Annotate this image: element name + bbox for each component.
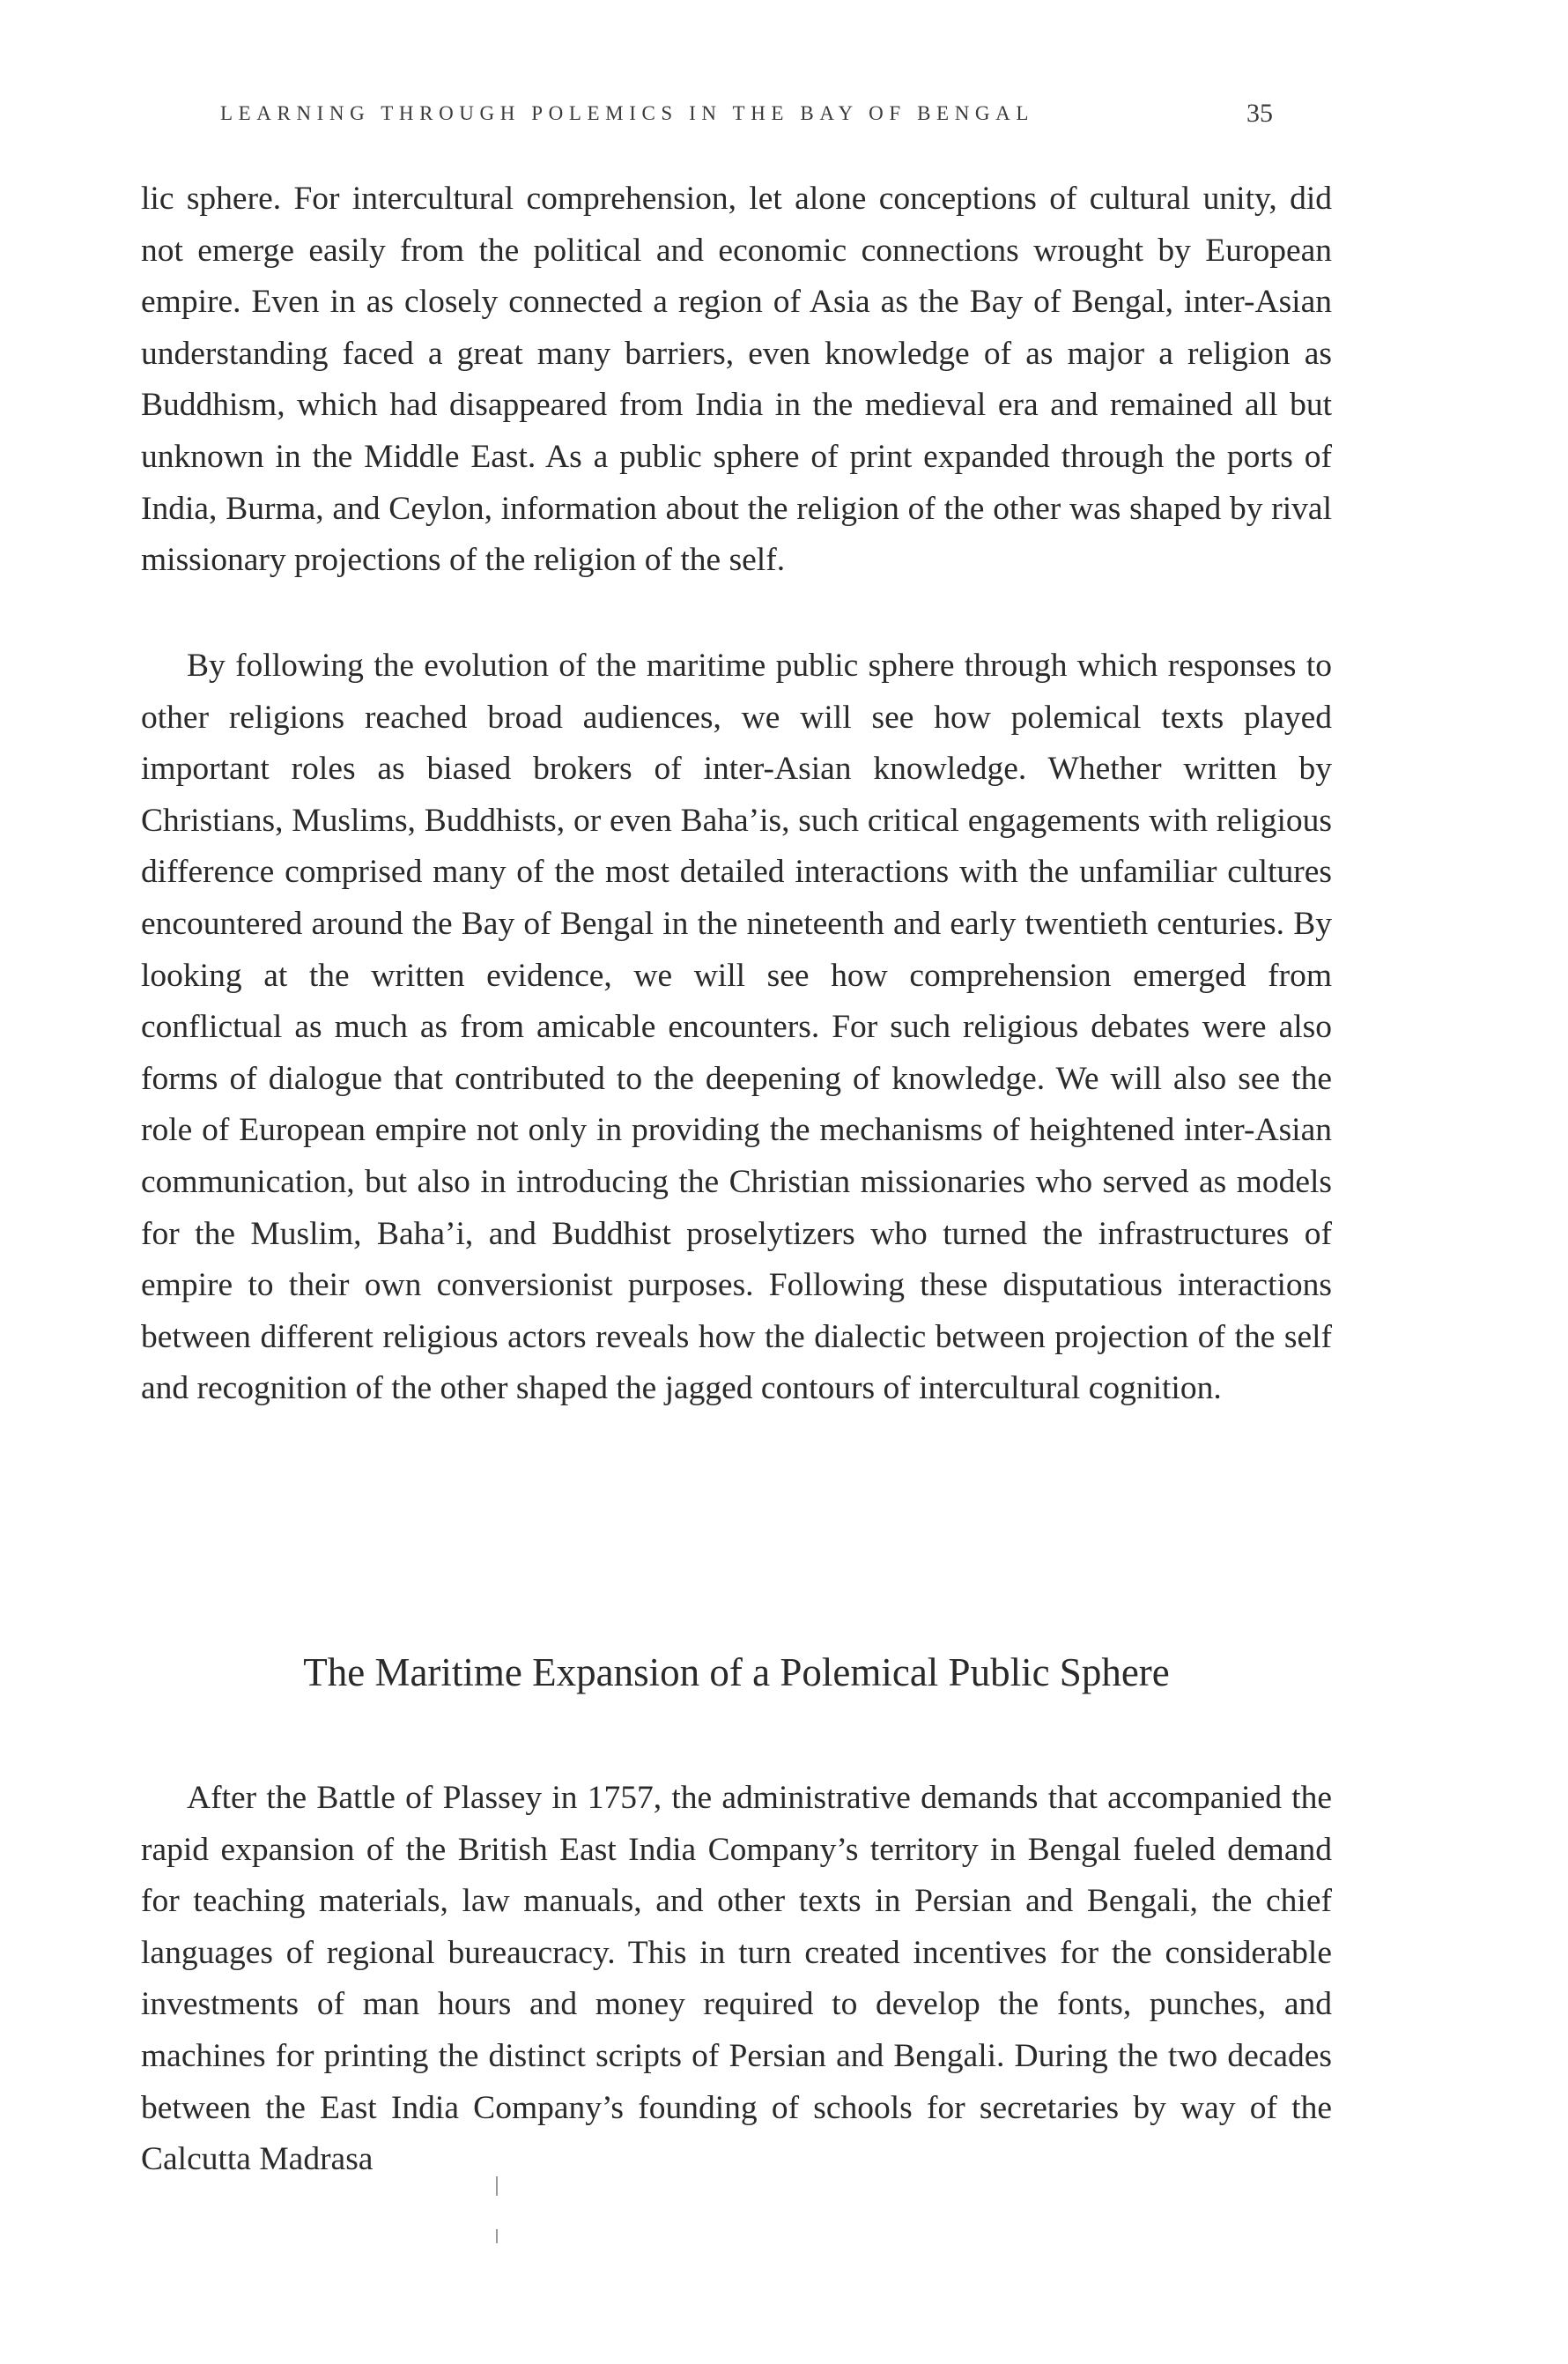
paragraph-1: lic sphere. For intercultural comprehension, let alone conceptions of cultural unity, did not emerge easily from the political and economic connections wrought by European empire. Even in as closely connected a region of Asia as the Bay of Bengal, inter-Asian understanding faced a great many barriers, even knowledge of as major a religion as Buddhism, which had disappeared from India in the medieval era and remained all but unknown in the Middle East. As a public sphere of print expanded through the ports of India, Burma, and Ceylon, information about the religion of the other was shaped by rival missionary projections of the religion of the self.: [141, 181, 1332, 579]
running-head-title: LEARNING THROUGH POLEMICS IN THE BAY OF BENGAL: [220, 102, 1034, 124]
scan-speck: [496, 2176, 498, 2196]
scan-speck: [496, 2229, 498, 2243]
paragraph-3: After the Battle of Plassey in 1757, the administrative demands that accompanied the rapid expansion of the British East India Company’s territory in Bengal fueled demand for teaching materials, law manuals, and other texts in Persian and Bengali, the chief languages of regional bureaucracy. This in turn created incentives for the considerable investments of man hours and money required to develop the fonts, punches, and machines for printing the distinct scripts of Persian and Bengali. During the two decades between the East India Company’s founding of schools for secretaries by way of the Calcutta Madrasa: [141, 1780, 1332, 2178]
page-number: 35: [1246, 99, 1273, 128]
section-heading: The Maritime Expansion of a Polemical Public Sphere: [303, 1650, 1170, 1694]
paragraph-block-2: [141, 641, 1332, 1415]
paragraph-2: By following the evolution of the maritime public sphere through which responses to other religions reached broad audiences, we will see how polemical texts played important roles as biased brokers of inter-Asian knowledge. Whether written by Christians, Muslims, Buddhists, or even Baha’is, such critical engagements with religious difference comprised many of the most detailed interactions with the unfamiliar cultures encountered around the Bay of Bengal in the nineteenth and early twentieth centuries. By looking at the written evidence, we will see how comprehension emerged from conflictual as much as from amicable encounters. For such religious debates were also forms of dialogue that contributed to the deepening of knowledge. We will also see the role of European empire not only in providing the mechanisms of heightened inter-Asian communication, but also in introducing the Christian missionaries who served as models for the Muslim, Baha’i, and Buddhist proselytizers who turned the infrastructures of empire to their own conversionist purposes. Following these disputatious interactions between different religious actors reveals how the dialectic between projection of the self and recognition of the other shaped the jagged contours of intercultural cognition.: [141, 648, 1332, 1407]
running-head: [220, 99, 1273, 134]
paragraph-block-3: [141, 1773, 1332, 2186]
paragraph-block-1: [141, 174, 1332, 587]
